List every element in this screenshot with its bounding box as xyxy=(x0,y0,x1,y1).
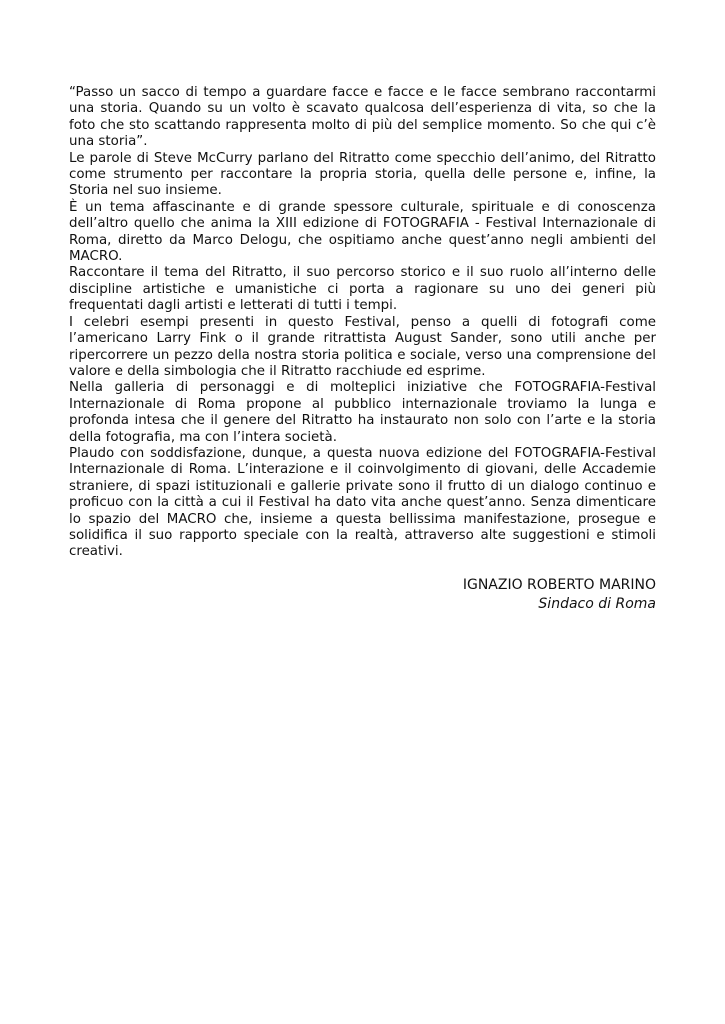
paragraph: I celebri esempi presenti in questo Festival, penso a quelli di fotografi come l’americano Larry Fink o il grande ritrattista August Sander, sono utili anche per ripercorrere un pezzo della nostra storia politica e sociale, verso una comprensione del valore e della simbologia che il Ritratto racchiude ed esprime. xyxy=(69,314,656,379)
paragraph: Le parole di Steve McCurry parlano del Ritratto come specchio dell’animo, del Ritratto come strumento per raccontare la propria storia, quella delle persone e, infine, la Storia nel suo insieme. xyxy=(69,150,656,199)
signatory-name: IGNAZIO ROBERTO MARINO xyxy=(462,577,656,593)
paragraph: È un tema affascinante e di grande spessore culturale, spirituale e di conoscenza dell’altro quello che anima la XIII edizione di FOTOGRAFIA - Festival Internazionale di Roma, diretto da Marco Delogu, che ospitiamo anche quest’anno negli ambienti del MACRO. xyxy=(69,199,656,265)
signatory-role: Sindaco di Roma xyxy=(538,596,656,612)
letter-body xyxy=(69,85,656,561)
signature-block xyxy=(69,576,656,614)
paragraph: Plaudo con soddisfazione, dunque, a questa nuova edizione del FOTOGRAFIA-Festival Internazionale di Roma. L’interazione e il coinvolgimento di giovani, delle Accademie straniere, di spazi istituzionali e gallerie private sono il frutto di un dialogo continuo e proficuo con la città a cui il Festival ha dato vita anche quest’anno. Senza dimenticare lo spazio del MACRO che, insieme a questa bellissima manifestazione, prosegue e solidifica il suo rapporto speciale con la realtà, attraverso alte suggestioni e stimoli creativi. xyxy=(69,445,656,560)
paragraph: Nella galleria di personaggi e di molteplici iniziative che FOTOGRAFIA-Festival Internazionale di Roma propone al pubblico internazionale troviamo la lunga e profonda intesa che il genere del Ritratto ha instaurato non solo con l’arte e la storia della fotografia, ma con l’intera società. xyxy=(69,380,656,445)
paragraph-quote: “Passo un sacco di tempo a guardare facce e facce e le facce sembrano raccontarmi una storia. Quando su un volto è scavato qualcosa dell’esperienza di vita, so che la foto che sto scattando rappresenta molto di più del semplice momento. So che qui c’è una storia”. xyxy=(69,85,656,150)
paragraph: Raccontare il tema del Ritratto, il suo percorso storico e il suo ruolo all’interno delle discipline artistiche e umanistiche ci porta a ragionare su uno dei generi più frequentati dagli artisti e letterati di tutti i tempi. xyxy=(69,265,656,314)
